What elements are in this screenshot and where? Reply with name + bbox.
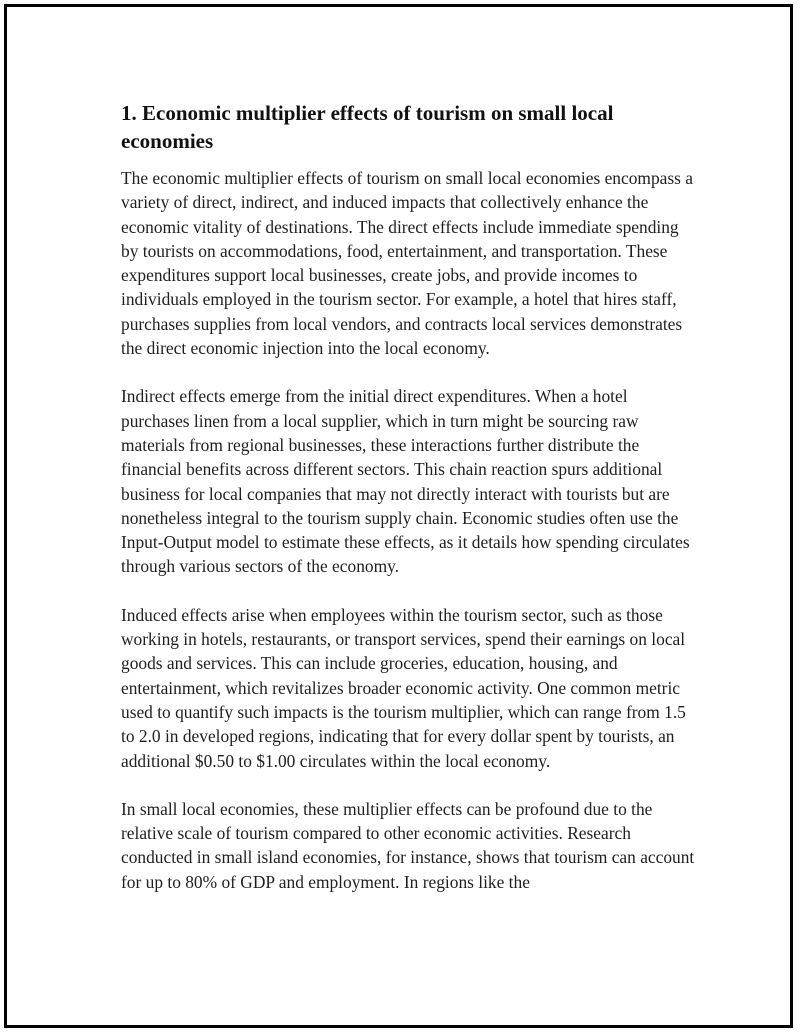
paragraph-direct-effects: The economic multiplier effects of tourism on small local economies encompass a variety of direct, indirect, and induced impacts that collectively enhance the economic vitality of destinations. The direct effects include immediate spending by tourists on accommodations, food, entertainment, and transportation. These expenditures support local businesses, create jobs, and provide incomes to individuals employed in the tourism sector. For example, a hotel that hires staff, purchases supplies from local vendors, and contracts local services demonstrates the direct economic injection into the local economy. [121,168,693,359]
paragraph-small-economies: In small local economies, these multiplier effects can be profound due to the relative scale of tourism compared to other economic activities. Research conducted in small island economies, for instance, shows that tourism can account for up to 80% of GDP and employment. In regions like the [121,798,695,892]
paragraph-induced-effects: Induced effects arise when employees within the tourism sector, such as those working in hotels, restaurants, or transport services, spend their earnings on local goods and services. This can include groceries, education, housing, and entertainment, which revitalizes broader economic activity. One common metric used to quantify such impacts is the tourism multiplier, which can range from 1.5 to 2.0 in developed regions, indicating that for every dollar spent by tourists, an additional $0.50 to $1.00 circulates within the local economy. [121,604,686,771]
page-frame [4,4,793,1028]
paragraph-indirect-effects: Indirect effects emerge from the initial direct expenditures. When a hotel purchases linen from a local supplier, which in turn might be sourcing raw materials from regional businesses, these interactions further distribute the financial benefits across different sectors. This chain reaction spurs additional business for local companies that may not directly interact with tourists but are nonetheless integral to the tourism supply chain. Economic studies often use the Input-Output model to estimate these effects, as it details how spending circulates through various sectors of the economy. [121,386,690,577]
document-body [121,99,696,918]
section-heading: 1. Economic multiplier effects of tourism on small local economies [121,101,614,153]
